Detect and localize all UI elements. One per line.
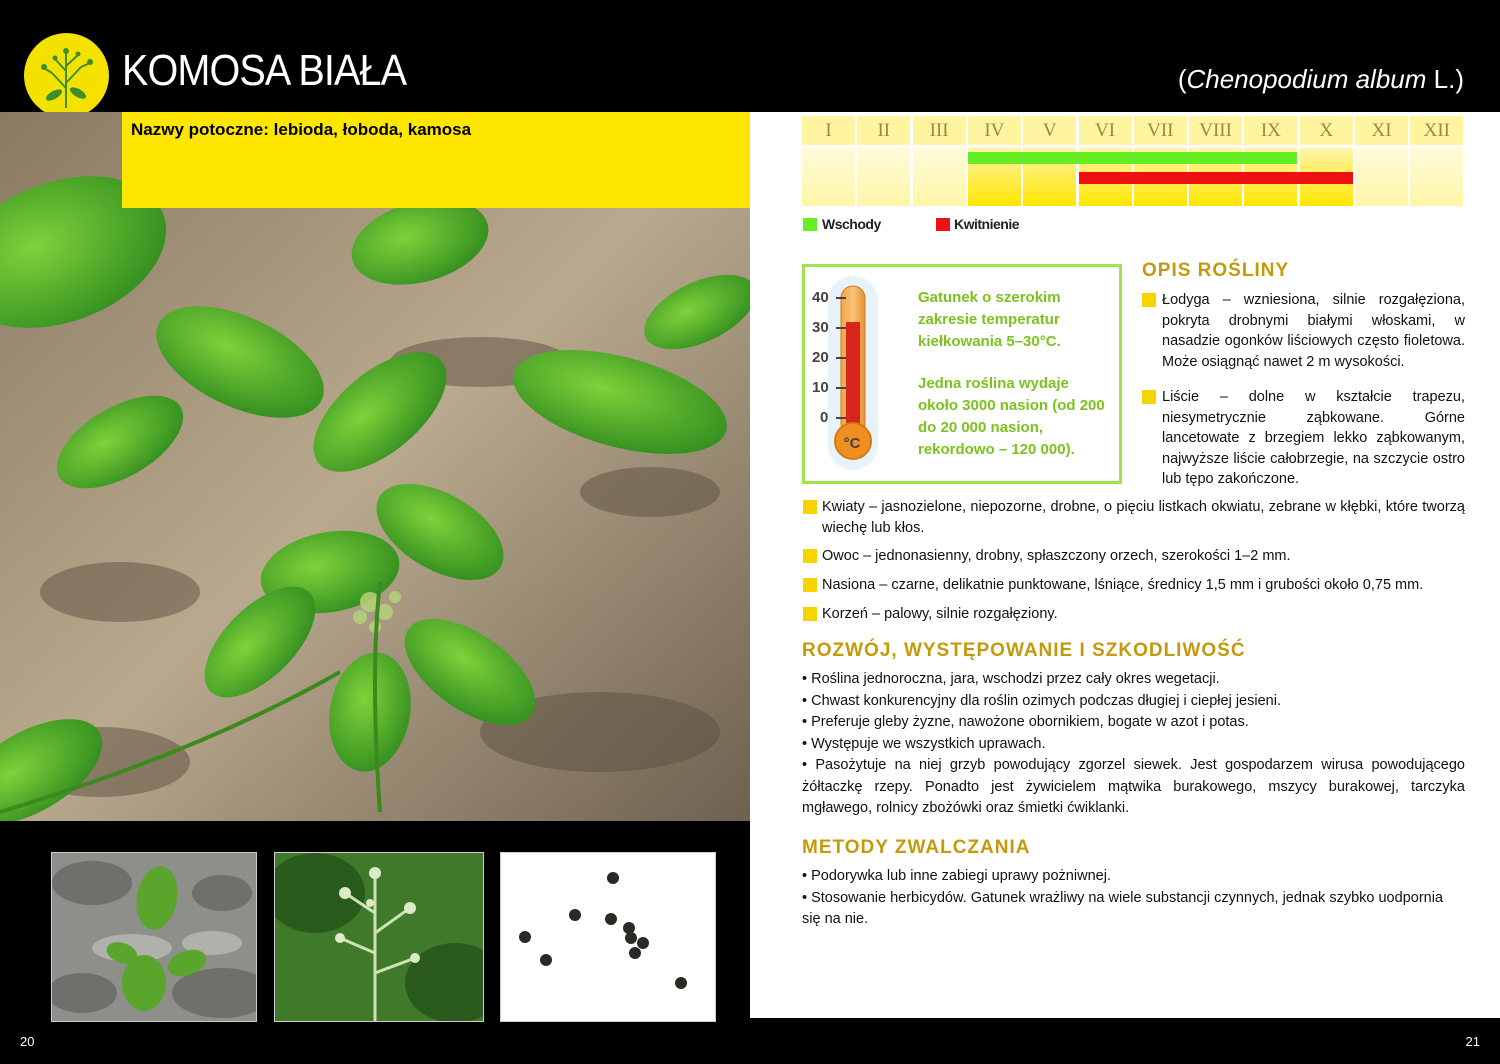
month-header-II: II	[857, 116, 910, 145]
legend-swatch-flowering	[936, 218, 950, 231]
latin-author: L.)	[1426, 64, 1464, 94]
common-names-label: Nazwy potoczne:	[131, 120, 269, 139]
month-cell-XII	[1410, 148, 1463, 206]
month-cell-III	[913, 148, 966, 206]
page-number-right: 21	[1465, 1034, 1480, 1049]
month-cell-XI	[1355, 148, 1408, 206]
latin-name	[1178, 64, 1464, 95]
legend-swatch-emergence	[803, 218, 817, 231]
plant-logo	[24, 33, 109, 118]
month-cell-I	[802, 148, 855, 206]
seedling-photo	[51, 852, 257, 1022]
month-header-IV: IV	[968, 116, 1021, 145]
control-list	[802, 866, 1465, 931]
development-list	[802, 669, 1465, 820]
temp-tick-20: 20	[812, 349, 829, 366]
development-item: • Pasożytuje na niej grzyb powodujący zgorzel siewek. Jest gospodarzem wirusa powodującego żółtaczkę rzepy. Ponadto jest żywicielem mątwika burakowego, mszycy burakowej, tarczyka mgławego, rolnicy zbożówki oraz śmietki ćwiklanki.	[802, 757, 1465, 816]
bullet-square	[803, 578, 817, 592]
legend-label-emergence: Wschody	[822, 216, 881, 232]
month-header-VII: VII	[1134, 116, 1187, 145]
bullet-square	[803, 549, 817, 563]
temp-tick-40: 40	[812, 289, 829, 306]
temp-unit: °C	[843, 435, 861, 452]
germination-temp-text: Gatunek o szerokim zakresie temperatur kiełkowania 5–30°C.	[918, 289, 1061, 350]
month-header-V: V	[1023, 116, 1076, 145]
bullet-square	[1142, 293, 1156, 307]
month-header-IX: IX	[1244, 116, 1297, 145]
development-item: • Roślina jednoroczna, jara, wschodzi przez cały okres wegetacji.	[802, 671, 1220, 687]
emergence-bar	[968, 152, 1298, 164]
desc-root: Korzeń – palowy, silnie rozgałęziony.	[822, 606, 1058, 622]
seed-count-text: Jedna roślina wydaje około 3000 nasion (od 200 do 20 000 nasion, rekordowo – 120 000).	[918, 375, 1105, 458]
description-title: OPIS ROŚLINY	[1142, 260, 1290, 281]
flowering-plant-photo	[274, 852, 484, 1022]
common-names-value: lebioda, łoboda, kamosa	[273, 120, 472, 139]
common-names	[131, 120, 471, 140]
desc-seeds: Nasiona – czarne, delikatnie punktowane, lśniące, średnicy 1,5 mm i grubości około 0,75 mm.	[822, 577, 1424, 593]
development-item: • Występuje we wszystkich uprawach.	[802, 735, 1046, 752]
month-header-XII: XII	[1410, 116, 1463, 145]
control-item: • Podorywka lub inne zabiegi uprawy pożniwnej.	[802, 868, 1111, 884]
month-header-X: X	[1300, 116, 1353, 145]
latin-open: (	[1177, 64, 1187, 94]
temp-tick-10: 10	[812, 379, 829, 396]
month-cell-II	[857, 148, 910, 206]
month-header-VI: VI	[1079, 116, 1132, 145]
development-title: ROZWÓJ, WYSTĘPOWANIE I SZKODLIWOŚĆ	[802, 640, 1246, 661]
flowering-bar	[1079, 172, 1353, 184]
desc-flowers: Kwiaty – jasnozielone, niepozorne, drobne, o pięciu listkach okwiatu, zebrane w kłębki, które tworzą wiechę lub kłos.	[822, 499, 1465, 536]
main-plant-photo	[0, 112, 750, 821]
legend-label-flowering: Kwitnienie	[954, 216, 1020, 232]
temp-tick-30: 30	[812, 319, 829, 336]
bullet-square	[1142, 390, 1156, 404]
desc-fruit: Owoc – jednonasienny, drobny, spłaszczony orzech, szerokości 1–2 mm.	[822, 548, 1291, 564]
month-header-VIII: VIII	[1189, 116, 1242, 145]
plant-icon	[24, 33, 109, 118]
desc-stem: Łodyga – wzniesiona, silnie rozgałęziona, pokryta drobnymi białymi włoskami, w nasadzie ogonków liściowych często fioletowa. Może osiągnąć nawet 2 m wysokości.	[1162, 292, 1465, 370]
latin-genus: Chenopodium album	[1186, 64, 1427, 94]
month-header-III: III	[913, 116, 966, 145]
month-header-XI: XI	[1355, 116, 1408, 145]
control-title: METODY ZWALCZANIA	[802, 837, 1031, 858]
development-item: • Preferuje gleby żyzne, nawożone obornikiem, bogate w azot i potas.	[802, 714, 1249, 730]
temp-tick-0: 0	[820, 409, 829, 426]
page-title: KOMOSA BIAŁA	[122, 46, 407, 95]
control-item: • Stosowanie herbicydów. Gatunek wrażliwy na wiele substancji czynnych, jednak szybko uodpornia się na nie.	[802, 889, 1443, 927]
seeds-photo	[500, 852, 716, 1022]
development-item: • Chwast konkurencyjny dla roślin ozimych podczas długiej i ciepłej jesieni.	[802, 692, 1281, 709]
desc-leaves: Liście – dolne w kształcie trapezu, niesymetrycznie ząbkowane. Górne lancetowate z brzegiem lekko ząbkowanym, najwyższe liście całobrzegie, na szczycie ostro lub tępo zakończone.	[1162, 389, 1465, 487]
bullet-square	[803, 500, 817, 514]
page-number-left: 20	[20, 1034, 35, 1049]
bullet-square	[803, 607, 817, 621]
month-header-I: I	[802, 116, 855, 145]
